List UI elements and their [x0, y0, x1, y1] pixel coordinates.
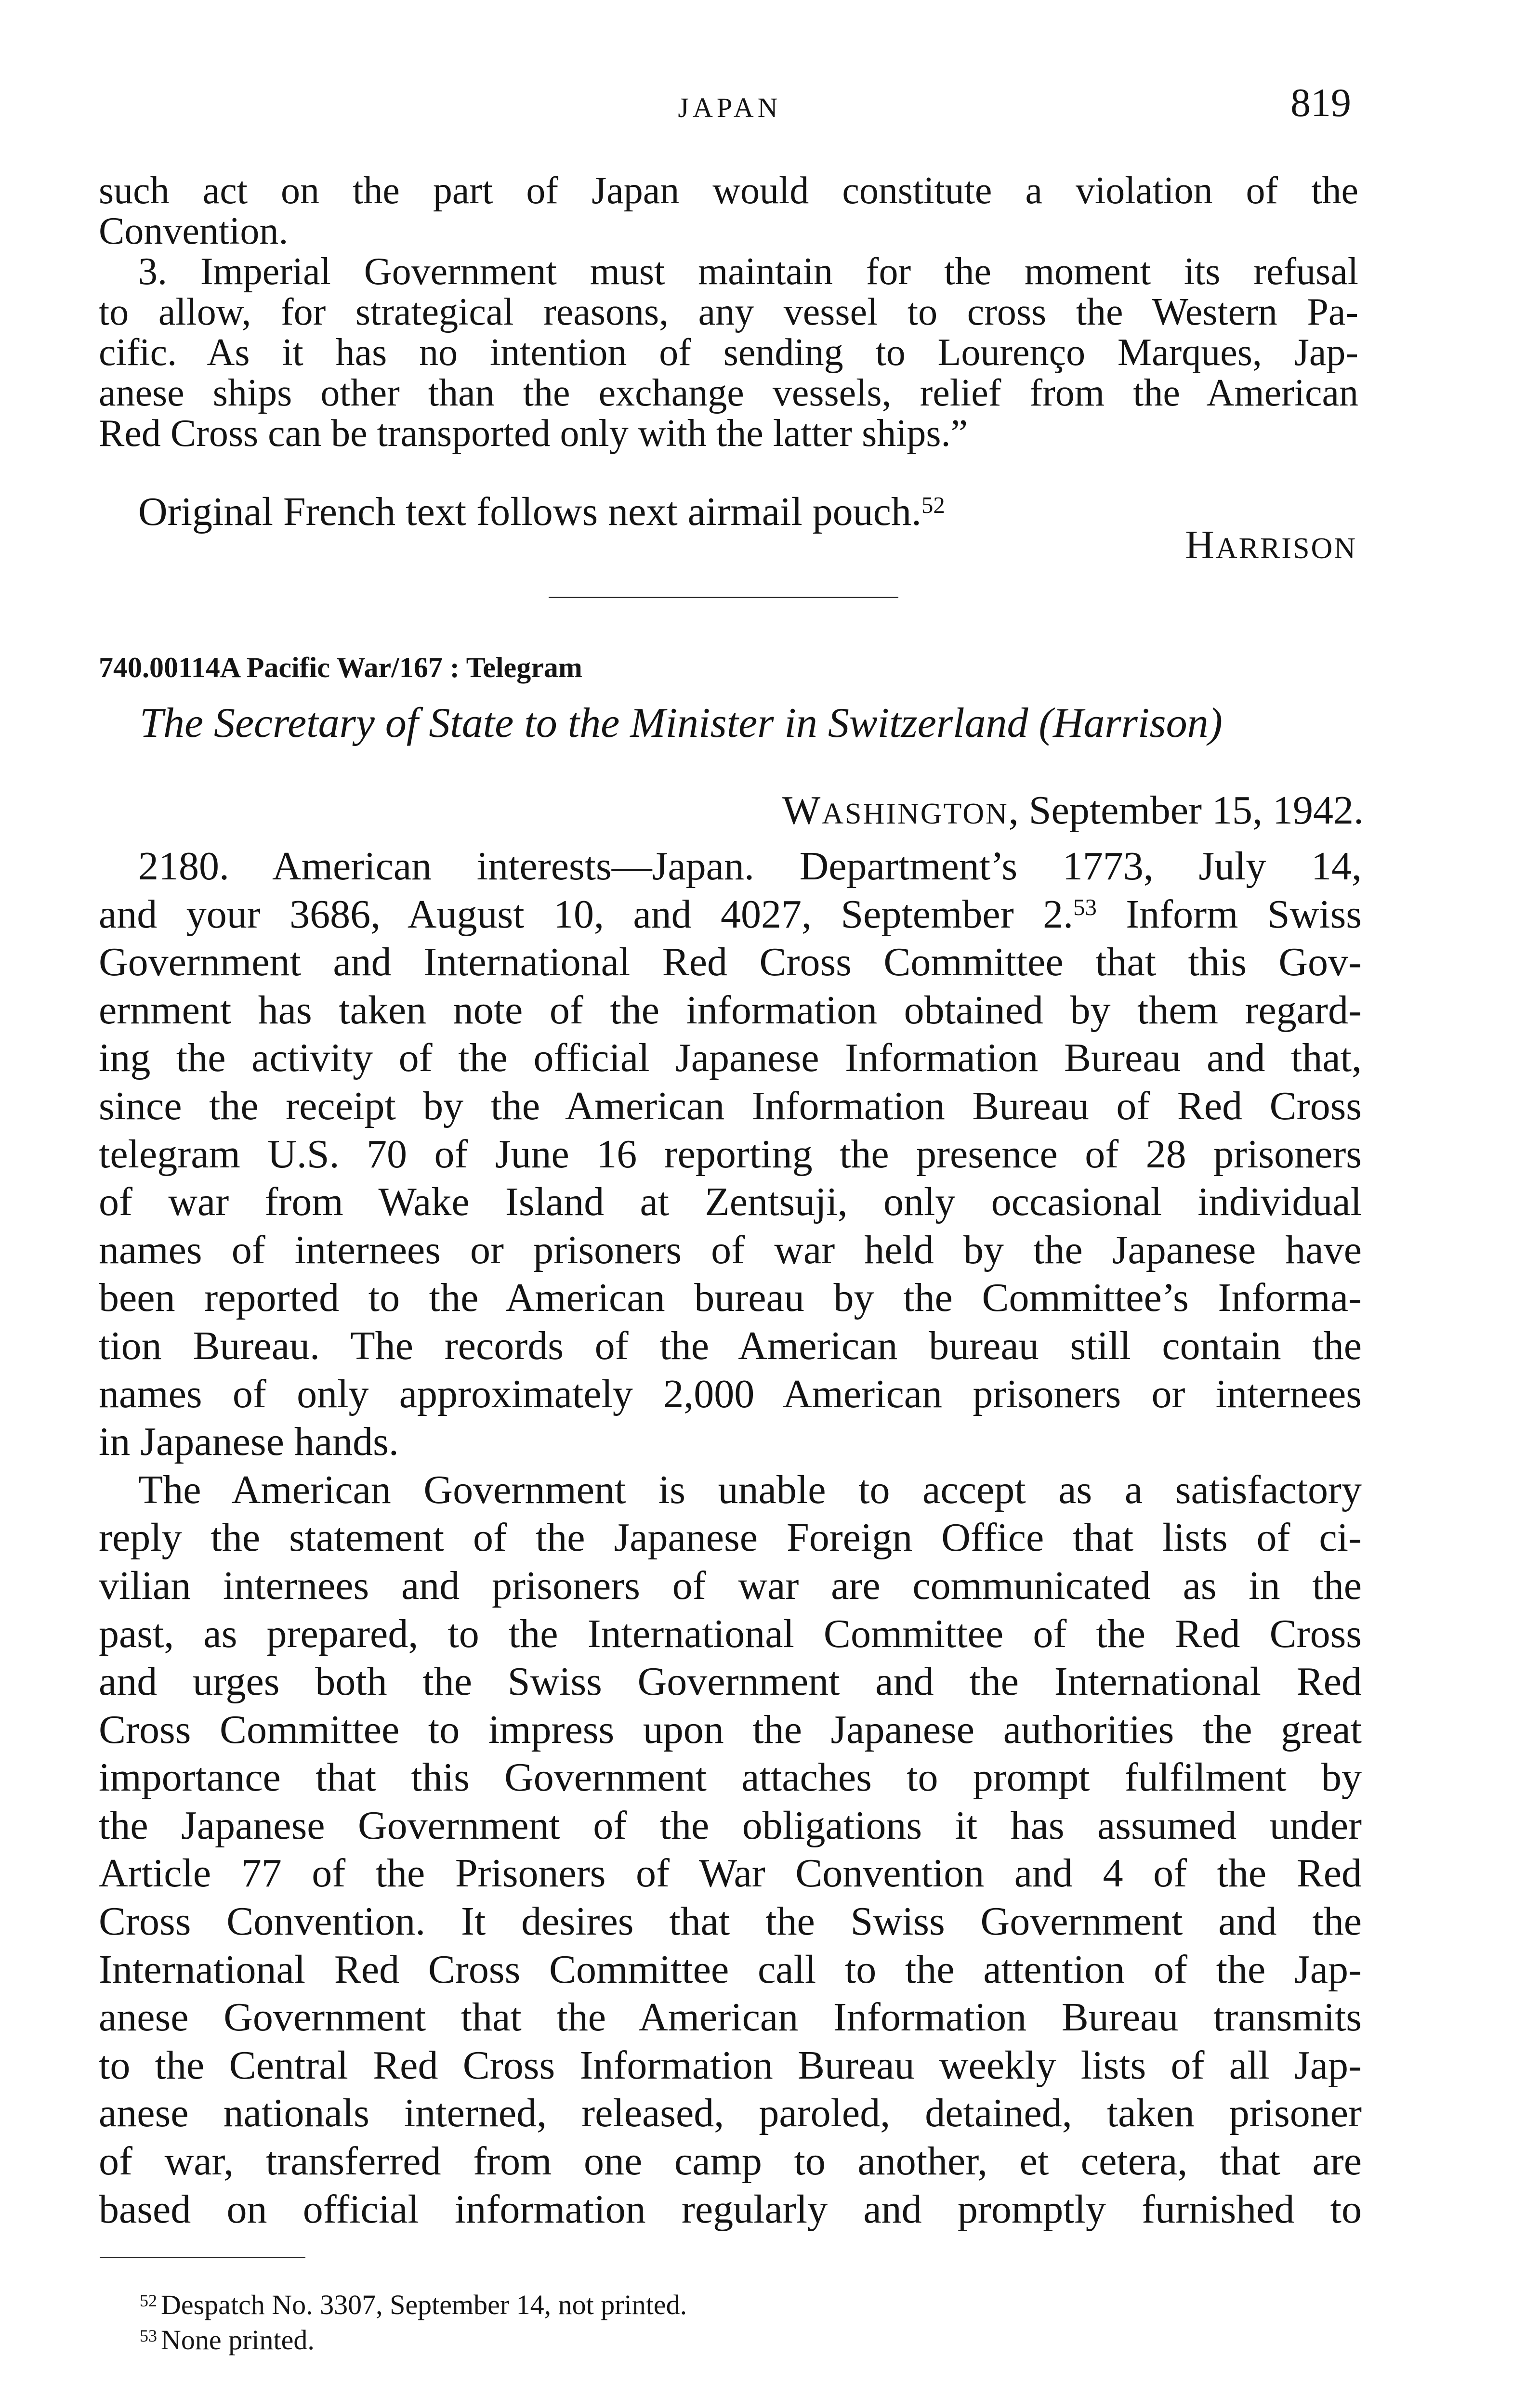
dateline-place: WASHINGTON	[782, 788, 1009, 833]
text-line: cific. As it has no intention of sending to Lourenço Marques, Jap-	[99, 331, 1358, 374]
footnote-text: Despatch No. 3307, September 14, not printed.	[160, 2289, 687, 2320]
text-line: to allow, for strategical reasons, any vessel to cross the Western Pa-	[99, 291, 1358, 333]
text-line: The American Government is unable to accept as a satisfactory	[138, 1467, 1362, 1512]
paragraph	[99, 1466, 1362, 2234]
text-segment: and your 3686, August 10, and 4027, September 2.	[99, 891, 1074, 937]
text-line: the Japanese Government of the obligations it has assumed under	[99, 1803, 1362, 1848]
file-number: 740.00114A Pacific War/167 : Telegram	[99, 652, 582, 683]
text-line: vilian internees and prisoners of war are communicated as in the	[99, 1563, 1362, 1608]
footnotes	[140, 2287, 1344, 2357]
text-line: anese ships other than the exchange vessels, relief from the American	[99, 372, 1358, 414]
page-number: 819	[1290, 80, 1351, 125]
text-line: based on official information regularly and promptly furnished to	[99, 2186, 1362, 2232]
text-line: 3. Imperial Government must maintain for the moment its refusal	[138, 250, 1358, 293]
text-line: such act on the part of Japan would constitute a violation of the	[99, 170, 1358, 212]
document-body	[99, 842, 1362, 2233]
text-line: Red Cross can be transported only with the latter ships.”	[99, 412, 968, 455]
section-divider	[549, 597, 898, 598]
running-title: JAPAN	[678, 92, 782, 123]
text-line: names of only approximately 2,000 American prisoners or internees	[99, 1371, 1362, 1416]
text-line: anese nationals interned, released, paroled, detained, taken prisoner	[99, 2091, 1362, 2136]
dateline-date: , September 15, 1942.	[1008, 788, 1364, 833]
text-line: to the Central Red Cross Information Bureau weekly lists of all Jap-	[99, 2042, 1362, 2088]
footnote-divider	[100, 2257, 305, 2258]
text-line: ernment has taken note of the information obtained by them regard-	[99, 987, 1362, 1033]
footnote	[140, 2287, 1344, 2322]
document-title: The Secretary of State to the Minister in Switzerland (Harrison)	[140, 700, 1223, 746]
text-segment: Inform Swiss	[1096, 891, 1362, 937]
text-line: Article 77 of the Prisoners of War Convention and 4 of the Red	[99, 1851, 1362, 1896]
text-line: names of internees or prisoners of war held by the Japanese have	[99, 1227, 1362, 1272]
text-line: Cross Committee to impress upon the Japanese authorities the great	[99, 1707, 1362, 1752]
text-line: of war from Wake Island at Zentsuji, only occasional individual	[99, 1179, 1362, 1225]
text-line: been reported to the American bureau by the Committee’s Informa-	[99, 1275, 1362, 1321]
footnote-text: None printed.	[160, 2324, 315, 2356]
text-line: Government and International Red Cross Committee that this Gov-	[99, 940, 1362, 985]
text-line: of war, transferred from one camp to another, et cetera, that are	[99, 2139, 1362, 2184]
text-line: importance that this Government attaches to prompt fulfilment by	[99, 1755, 1362, 1800]
text-line: and urges both the Swiss Government and the International Red	[99, 1659, 1362, 1704]
footnote-number: 52	[140, 2290, 157, 2310]
text-line: International Red Cross Committee call to the attention of the Jap-	[99, 1947, 1362, 1992]
text-line: Convention.	[99, 210, 289, 252]
signature: HARRISON	[1185, 523, 1357, 567]
text-line: anese Government that the American Information Bureau transmits	[99, 1995, 1362, 2040]
text-line: reply the statement of the Japanese Foreign Office that lists of ci-	[99, 1515, 1362, 1560]
footnote-ref: 53	[1073, 894, 1097, 921]
text-line: ing the activity of the official Japanese Information Bureau and that,	[99, 1035, 1362, 1081]
text-line	[99, 890, 1362, 939]
text-line: since the receipt by the American Information Bureau of Red Cross	[99, 1083, 1362, 1128]
footnote-number: 53	[140, 2326, 157, 2345]
text-line: past, as prepared, to the International Committee of the Red Cross	[99, 1611, 1362, 1656]
text-line: 2180. American interests—Japan. Department’s 1773, July 14,	[138, 844, 1362, 889]
paragraph	[99, 842, 1362, 1466]
footnote-ref: 52	[921, 492, 945, 518]
footnote	[140, 2322, 1344, 2357]
quoted-passage	[99, 170, 1358, 454]
dateline	[99, 786, 1364, 838]
text-line: tion Bureau. The records of the American bureau still contain the	[99, 1323, 1362, 1368]
closing-note-text: Original French text follows next airmail pouch.	[138, 489, 921, 534]
text-line: telegram U.S. 70 of June 16 reporting the presence of 28 prisoners	[99, 1131, 1362, 1177]
text-line: Cross Convention. It desires that the Swiss Government and the	[99, 1899, 1362, 1944]
text-line: in Japanese hands.	[99, 1419, 399, 1465]
